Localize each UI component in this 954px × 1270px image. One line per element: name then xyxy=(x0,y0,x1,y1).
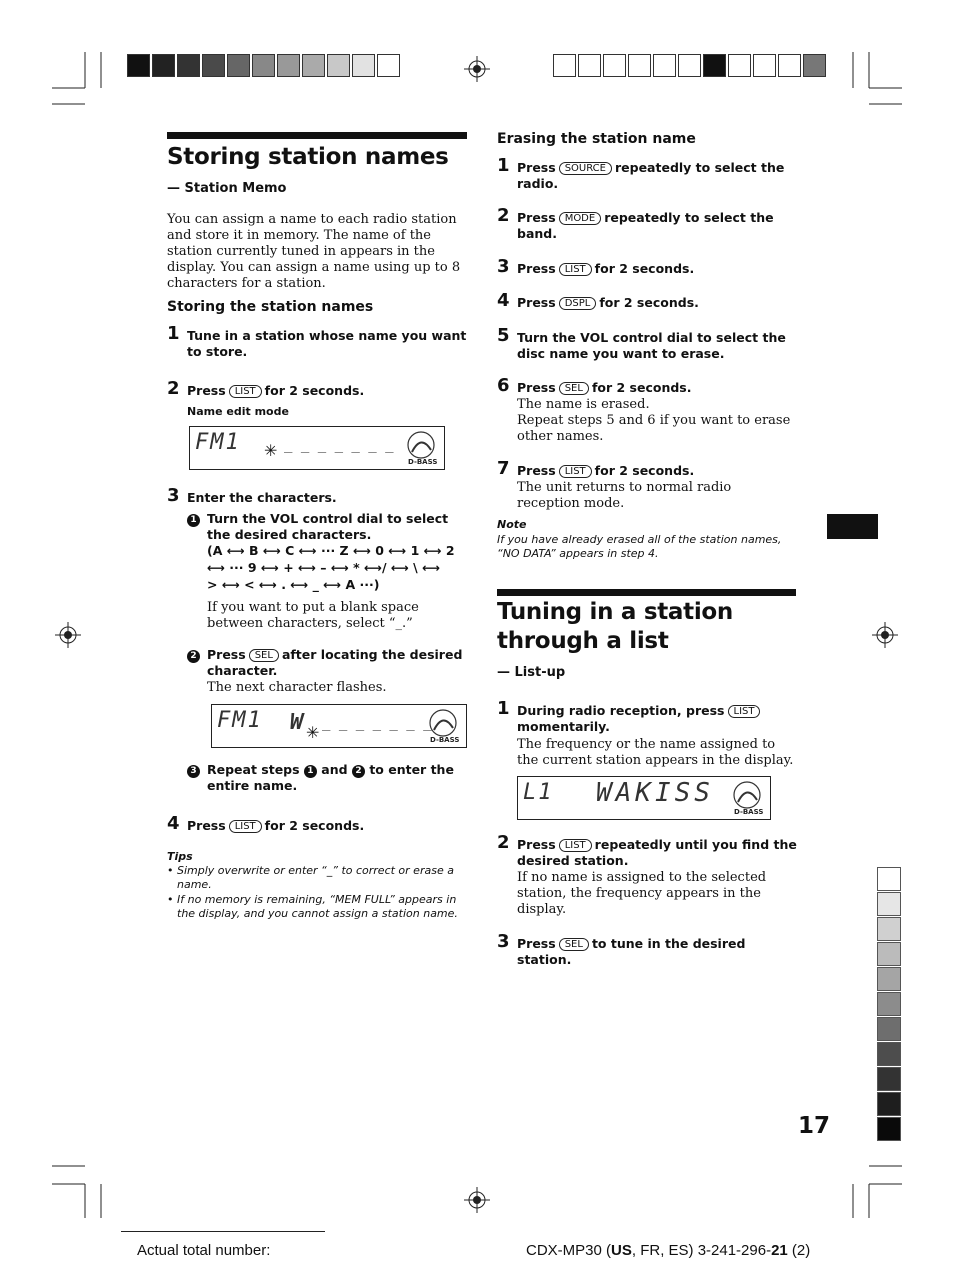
step-text-post: for 2 seconds. xyxy=(264,818,365,833)
flashing-cursor-icon: ✳ xyxy=(264,441,278,460)
footer-total-label: Actual total number: xyxy=(137,1242,271,1259)
step-text xyxy=(517,295,799,311)
step-number: 1 xyxy=(167,323,180,344)
footer-us: US xyxy=(611,1242,632,1259)
registration-mark-top xyxy=(464,56,490,82)
character-sequence-line: ⟷ ··· 9 ⟷ + ⟷ – ⟷ * ⟷/ ⟷ \ ⟷ xyxy=(207,560,440,575)
lcd-dashes: _ _ _ _ _ _ _ xyxy=(322,715,432,731)
subsection-heading-erasing: Erasing the station name xyxy=(497,131,696,147)
step-text xyxy=(517,837,799,869)
step-text-pre: Press xyxy=(517,463,556,478)
substep-marker: 1 xyxy=(187,514,200,527)
registration-mark-left xyxy=(55,622,81,648)
step-text xyxy=(187,383,467,399)
step-text xyxy=(517,936,767,968)
step-text-post: repeatedly to select the band. xyxy=(517,210,774,241)
step-text-pre: During radio reception, press xyxy=(517,703,725,718)
step-text xyxy=(517,210,787,242)
list-button-label: LIST xyxy=(229,385,262,398)
lcd-display-name-edit xyxy=(189,426,445,470)
step-text-pre: Press xyxy=(517,210,556,225)
lcd-band-text: FM1 xyxy=(195,430,241,455)
step-number: 4 xyxy=(167,813,180,834)
step-note: The unit returns to normal radio reception mode. xyxy=(517,480,732,511)
list-button-label: LIST xyxy=(728,705,761,718)
step-text-pre: Press xyxy=(517,295,556,310)
lcd-display-character-entry xyxy=(211,704,467,748)
footer-model-code xyxy=(526,1242,810,1259)
dbass-label: D-BASS xyxy=(430,736,460,744)
sel-button-label: SEL xyxy=(559,382,589,395)
step-text-pre: Press xyxy=(187,383,226,398)
step-number: 5 xyxy=(497,325,510,346)
source-button-label: SOURCE xyxy=(559,162,612,175)
step-text xyxy=(517,463,799,479)
step-number: 2 xyxy=(497,832,510,853)
step-number: 3 xyxy=(497,931,510,952)
list-button-label: LIST xyxy=(229,820,262,833)
section-title-tuning xyxy=(497,598,733,656)
note-title: Note xyxy=(497,518,527,531)
step-text xyxy=(517,160,799,192)
step-number: 4 xyxy=(497,290,510,311)
step-text xyxy=(187,818,467,834)
step-note: Repeat steps 5 and 6 if you want to erase other names. xyxy=(517,413,791,444)
substep-marker: 1 xyxy=(304,765,317,778)
section-subtitle: — Station Memo xyxy=(167,181,287,196)
step-text: Enter the characters. xyxy=(187,490,337,505)
step-number: 7 xyxy=(497,458,510,479)
list-button-label: LIST xyxy=(559,465,592,478)
step-number: 6 xyxy=(497,375,510,396)
character-sequence-line: > ⟷ < ⟷ . ⟷ _ ⟷ A ···) xyxy=(207,577,380,592)
registration-mark-bottom xyxy=(464,1187,490,1213)
step-text-pre: Press xyxy=(187,818,226,833)
step-text-pre: Press xyxy=(517,261,556,276)
list-button-label: LIST xyxy=(559,839,592,852)
title-rule-right xyxy=(497,589,796,596)
dbass-icon xyxy=(426,708,460,738)
dbass-label: D-BASS xyxy=(734,808,764,816)
step-text-pre: Repeat steps xyxy=(207,762,300,777)
section-title-storing: Storing station names xyxy=(167,144,449,170)
substep-marker: 3 xyxy=(187,765,200,778)
tip-item: • Simply overwrite or enter “_” to correct or erase a name. xyxy=(167,864,454,891)
step-text xyxy=(517,703,799,735)
lcd-display-list xyxy=(517,776,771,820)
subsection-heading: Storing the station names xyxy=(167,299,374,315)
step-text-post: for 2 seconds. xyxy=(264,383,365,398)
step-text-and: and xyxy=(321,762,348,777)
title-rule-left xyxy=(167,132,467,139)
footer-tail: (2) xyxy=(787,1242,811,1259)
section-tab-marker xyxy=(827,514,878,539)
step-number: 3 xyxy=(497,256,510,277)
step-text-post: to tune in the desired station. xyxy=(517,936,746,967)
step-text-post: for 2 seconds. xyxy=(591,380,692,395)
step-number: 1 xyxy=(497,155,510,176)
step-text-post: repeatedly to select the radio. xyxy=(517,160,785,191)
step-text: Turn the VOL control dial to select the disc name you want to erase. xyxy=(517,330,786,361)
flashing-cursor-icon: ✳ xyxy=(306,723,320,742)
footer-rule xyxy=(121,1231,325,1232)
page-number: 17 xyxy=(798,1113,831,1139)
step-text xyxy=(517,261,799,277)
note-text: If you have already erased all of the station names, “NO DATA” appears in step 4. xyxy=(497,533,782,560)
step-text-pre: Press xyxy=(517,160,556,175)
tip-item: • If no memory is remaining, “MEM FULL” appears in the display, and you cannot assign a station name. xyxy=(167,893,458,920)
lcd-band-text: L1 xyxy=(523,780,554,805)
sel-button-label: SEL xyxy=(249,649,279,662)
step-text-pre: Press xyxy=(517,380,556,395)
name-edit-mode-label: Name edit mode xyxy=(187,405,289,418)
step-text-post: repeatedly until you find the desired station. xyxy=(517,837,797,868)
list-button-label: LIST xyxy=(559,263,592,276)
lcd-band-text: FM1 xyxy=(217,708,263,733)
blank-space-note: If you want to put a blank space between characters, select “_.” xyxy=(207,600,419,631)
tips-title: Tips xyxy=(167,850,193,863)
lcd-name-chars: WAKISS xyxy=(596,778,714,808)
section-subtitle-listup: — List-up xyxy=(497,665,566,680)
sel-button-label: SEL xyxy=(559,938,589,951)
footer-num: 21 xyxy=(771,1242,788,1259)
step-note: The name is erased. xyxy=(517,397,650,412)
step-text-pre: Press xyxy=(517,936,556,951)
intro-paragraph: You can assign a name to each radio station and store it in memory. The name of the station currently tuned in appears in the display. You can assign a name using up to 8 characters for a station. xyxy=(167,212,461,291)
substep-c-text xyxy=(207,762,469,794)
lcd-dashes: _ _ _ _ _ _ _ xyxy=(284,437,394,453)
step-note: The frequency or the name assigned to the current station appears in the display. xyxy=(517,737,794,768)
step-text-post: for 2 seconds. xyxy=(594,261,695,276)
mode-button-label: MODE xyxy=(559,212,602,225)
step-text-post: momentarily. xyxy=(517,719,610,734)
step-text-post: for 2 seconds. xyxy=(599,295,699,310)
step-number: 1 xyxy=(497,698,510,719)
step-text: Tune in a station whose name you want to store. xyxy=(187,328,467,359)
character-sequence-line: (A ⟷ B ⟷ C ⟷ ··· Z ⟷ 0 ⟷ 1 ⟷ 2 xyxy=(207,543,455,558)
footer-codes: , FR, ES) 3-241-296- xyxy=(631,1242,772,1259)
step-text-post: after locating the desired character. xyxy=(207,647,463,678)
lcd-name-chars: W xyxy=(290,710,306,735)
footer-model: CDX-MP30 ( xyxy=(526,1242,612,1259)
dspl-button-label: DSPL xyxy=(559,297,597,310)
step-number: 2 xyxy=(167,378,180,399)
substep-a-text: Turn the VOL control dial to select the desired characters. xyxy=(207,511,449,542)
substep-marker: 2 xyxy=(352,765,365,778)
substep-b-note: The next character flashes. xyxy=(207,680,387,695)
step-note: If no name is assigned to the selected station, the frequency appears in the display. xyxy=(517,870,767,917)
substep-b-text xyxy=(207,647,469,679)
title-line: through a list xyxy=(497,628,669,654)
step-text xyxy=(517,380,799,396)
substep-marker: 2 xyxy=(187,650,200,663)
step-text-pre: Press xyxy=(207,647,246,662)
dbass-icon xyxy=(730,780,764,810)
registration-mark-right xyxy=(872,622,898,648)
step-text-pre: Press xyxy=(517,837,556,852)
title-line: Tuning in a station xyxy=(497,599,733,625)
step-number: 3 xyxy=(167,485,180,506)
step-text-post: to enter the entire name. xyxy=(207,762,454,793)
dbass-label: D-BASS xyxy=(408,458,438,466)
dbass-icon xyxy=(404,430,438,460)
step-text-post: for 2 seconds. xyxy=(594,463,695,478)
step-number: 2 xyxy=(497,205,510,226)
